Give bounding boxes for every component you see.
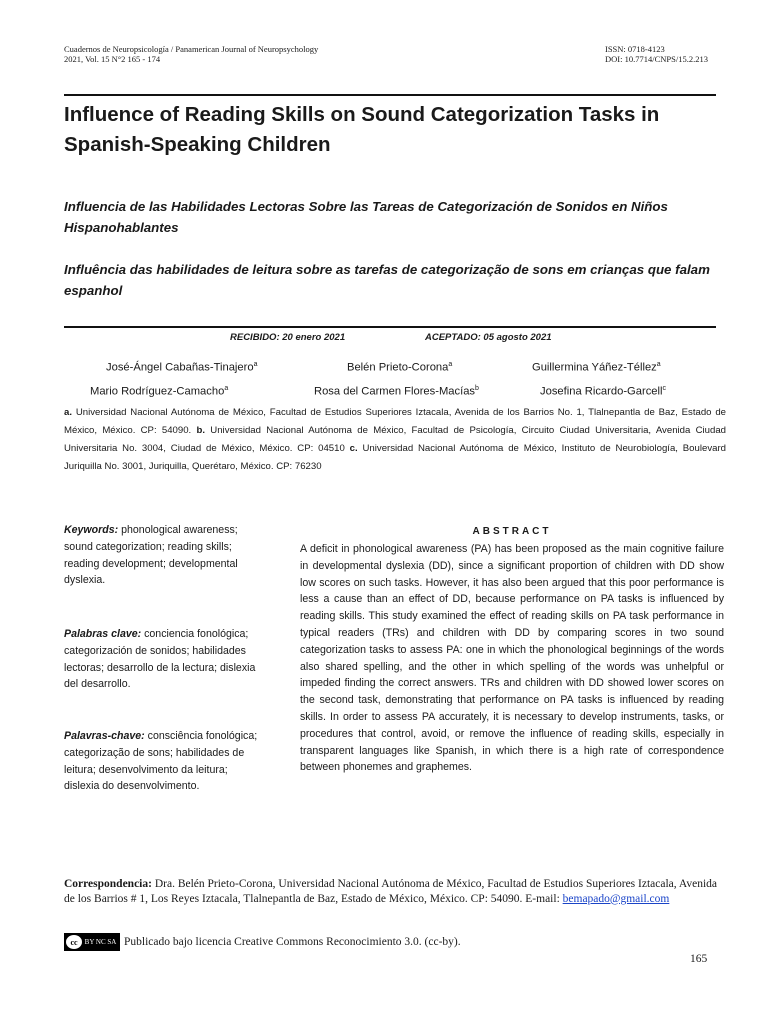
author: Josefina Ricardo-Garcell$^c$ xyxy=(540,385,666,398)
license-text: Publicado bajo licencia Creative Commons Reconocimiento 3.0. (cc-by). xyxy=(124,936,461,948)
correspondence: Correspondencia: Dra. Belén Prieto-Corona, Universidad Nacional Autónoma de México, Facultad de Estudios Superiores Iztacala, Avenida de los Barrios # 1, Los Reyes Iztacala, Tlalnepantla de Baz, Estado de México, México. CP: 54090. E-mail: bemapado@gmail.com xyxy=(64,878,717,905)
issn: ISSN: 0718-4123 xyxy=(605,44,665,54)
creative-commons-icon[interactable]: cc BY NC SA xyxy=(64,933,120,951)
top-rule xyxy=(64,94,716,96)
author: Rosa del Carmen Flores-Macías$^b$ xyxy=(314,385,479,398)
journal-ids xyxy=(605,44,708,64)
article-title-spanish: Influencia de las Habilidades Lectoras Sobre las Tareas de Categorización de Sonidos en Niños Hispanohablantes xyxy=(64,199,668,235)
accepted-date: ACEPTADO: 05 agosto 2021 xyxy=(425,332,552,343)
author: Mario Rodríguez-Camacho$^a$ xyxy=(90,385,229,398)
journal-header xyxy=(64,44,318,64)
mid-rule xyxy=(64,326,716,328)
received-date: RECIBIDO: 20 enero 2021 xyxy=(230,332,346,343)
article-title: Influence of Reading Skills on Sound Categorization Tasks in Spanish-Speaking Children xyxy=(64,103,660,156)
email-link[interactable]: bemapado@gmail.com xyxy=(562,892,670,905)
journal-volume: 2021, Vol. 15 N°2 165 - 174 xyxy=(64,54,161,64)
doi: DOI: 10.7714/CNPS/15.2.213 xyxy=(605,54,708,64)
abstract-heading: ABSTRACT xyxy=(472,526,552,537)
page-number: 165 xyxy=(690,953,708,965)
author: Guillermina Yáñez-Téllez$^a$ xyxy=(532,361,661,374)
journal-name: Cuadernos de Neuropsicología / Panamerican Journal of Neuropsychology xyxy=(64,44,319,54)
author: José-Ángel Cabañas-Tinajero$^a$ xyxy=(106,361,258,374)
keywords-english: Keywords: phonological awareness; sound categorization; reading skills; reading development; developmental dyslexia. xyxy=(64,524,238,587)
keywords-portuguese: Palavras-chave: consciência fonológica; categorização de sons; habilidades de leitura; desenvolvimento da leitura; dislexia do desenvolvimento. xyxy=(64,730,258,793)
affiliations: a. Universidad Nacional Autónoma de México, Facultad de Estudios Superiores Iztacala, Avenida de los Barrios No. 1, Tlalnepantla de Baz, Estado de México, México. CP: 54090. b. Universidad Nacional Autónoma de México, Facultad de Psicología, Circuito Ciudad Universitaria, Avenida Ciudad Universitaria No. 3004, Ciudad de México, México. CP: 04510 c. Universidad Nacional Autónoma de México, Instituto de Neurobiología, Boulevard Juriquilla No. 3001, Juriquilla, Querétaro, México. CP: 76230 xyxy=(64,407,726,472)
abstract-text: A deficit in phonological awareness (PA) has been proposed as the main cognitive failure in developmental dyslexia (DD), since a significant proportion of children with DD show low scores on such tasks. However, it has also been argued that this poor performance is less a cause than an effect of DD, because performance on PA tasks is influenced by reading skills. This study examined the effect of reading skills on PA task performance in typical readers (TRs) and children with DD by comparing scores in two sound categorization tasks to assess PA: one in which the phonological beginnings of the words also shared spelling, and the other in which spelling of the words was unhelpful or impeded finding the correct answers. TRs and children with DD showed lower scores on the second task, demonstrating that performance on PA tasks is influenced by reading skills. In order to assess PA accurately, it is necessary to develop instruments, tasks, or procedures that control, avoid, or remove the influence of reading skills, especially in transparent languages like Spanish, in which there is a high rate of correspondence between phonemes and graphemes. xyxy=(300,543,724,774)
license xyxy=(64,933,726,951)
keywords-spanish: Palabras clave: conciencia fonológica; categorización de sonidos; habilidades lectoras; desarrollo de la lectura; dislexia del desarrollo. xyxy=(64,628,256,691)
author: Belén Prieto-Corona$^a$ xyxy=(347,361,453,374)
article-title-portuguese: Influência das habilidades de leitura sobre as tarefas de categorização de sons em crianças que falam espanhol xyxy=(64,262,710,298)
